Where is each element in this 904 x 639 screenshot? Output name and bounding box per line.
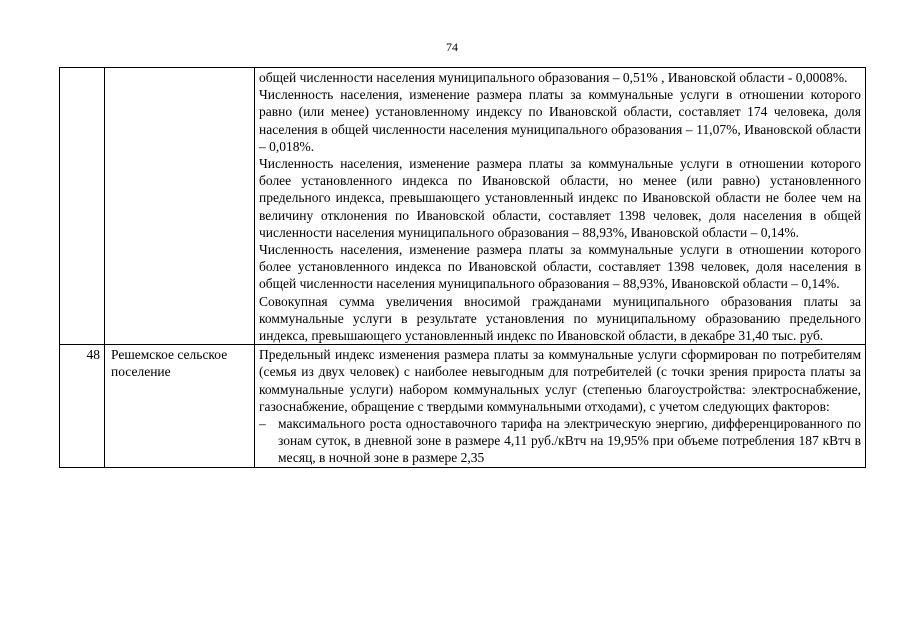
paragraph: Численность населения, изменение размера платы за коммунальные услуги в отношении которого более установленного индекса по Ивановской области, но менее (или равно) установленного предельного индекса, превышающего установленный индекс по Ивановской области не более чем на величину отклонения по Ивановской области, составляет 1398 человек, доля населения в общей численности населения муниципального образования – 88,93%, Ивановской области – 0,14%. bbox=[259, 156, 861, 240]
paragraph: Численность населения, изменение размера платы за коммунальные услуги в отношении которого более установленного индекса по Ивановской области, составляет 1398 человек, доля населения в общей численности населения муниципального образования – 88,93%, Ивановской области – 0,14%. bbox=[259, 242, 861, 292]
organization-cell: Решемское сельское поселение bbox=[105, 345, 255, 467]
description-cell bbox=[255, 345, 866, 467]
row-number-cell bbox=[60, 68, 105, 345]
paragraph: общей численности населения муниципального образования – 0,51% , Ивановской области - 0,0008%. bbox=[259, 70, 848, 85]
paragraph: Совокупная сумма увеличения вносимой гражданами муниципального образования платы за коммунальные услуги в результате установления по муниципальному образованию предельного индекса, превышающего установленный индекс по Ивановской области, в декабре 31,40 тыс. руб. bbox=[259, 293, 861, 344]
table-row bbox=[60, 345, 866, 467]
municipal-index-table bbox=[59, 67, 866, 468]
paragraph: Предельный индекс изменения размера платы за коммунальные услуги сформирован по потребителям (семья из двух человек) с наиболее невыгодным для потребителей (с точки зрения прироста платы за коммунальные услуги) набором коммунальных услуг (степенью благоустройства: электроснабжение, газоснабжение, обращение с твердыми коммунальными отходами), с учетом следующих факторов: bbox=[259, 347, 861, 414]
table-row bbox=[60, 68, 866, 345]
list-item bbox=[259, 415, 861, 467]
list-item-text: максимального роста одноставочного тарифа на электрическую энергию, дифференцированного по зонам суток, в дневной зоне в размере 4,11 руб./кВтч на 19,95% при объеме потребления 187 кВтч в месяц, в ночной зоне в размере 2,35 bbox=[278, 416, 861, 466]
page-number: 74 bbox=[446, 40, 458, 54]
list-dash: – bbox=[259, 416, 266, 432]
organization-cell bbox=[105, 68, 255, 345]
description-cell bbox=[255, 68, 866, 345]
row-number-cell: 48 bbox=[60, 345, 105, 467]
paragraph: Численность населения, изменение размера платы за коммунальные услуги в отношении которого равно (или менее) установленному индексу по Ивановской области, составляет 174 человека, доля населения в общей численности населения муниципального образования – 11,07%, Ивановской области – 0,018%. bbox=[259, 87, 861, 154]
